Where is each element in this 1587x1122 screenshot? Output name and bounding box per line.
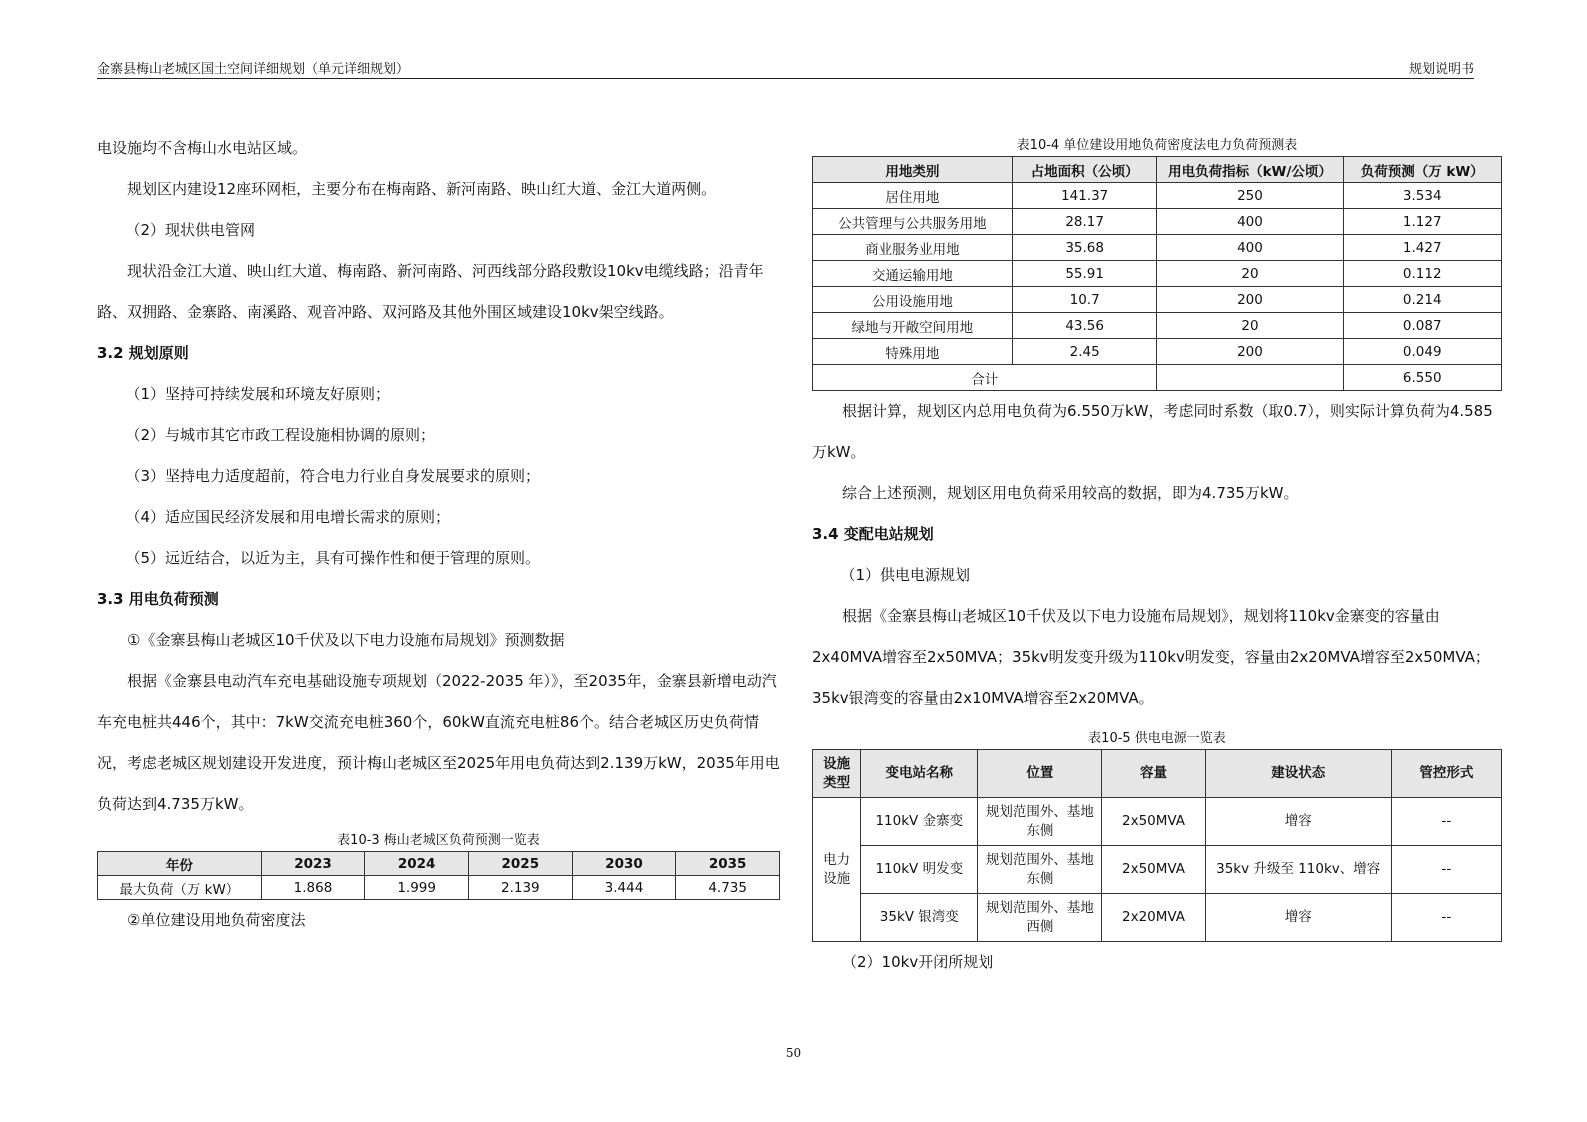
list-item: （4）适应国民经济发展和用电增长需求的原则；	[125, 508, 451, 526]
subsection-label: （2）现状供电管网	[125, 221, 256, 239]
paragraph: 现状沿金江大道、映山红大道、梅南路、新河南路、河西线部分路段敷设10kv电缆线路；沿青年路、双拥路、金寨路、南溪路、观音冲路、双河路及其他外围区域建设10kv架空线路。	[97, 262, 764, 321]
table-header: 2030	[572, 852, 676, 876]
table-cell: 公共管理与公共服务用地	[813, 209, 1013, 235]
paragraph: 电设施均不含梅山水电站区域。	[97, 139, 308, 157]
paragraph: 规划区内建设12座环网柜，主要分布在梅南路、新河南路、映山红大道、金江大道两侧。	[127, 180, 717, 198]
left-column	[97, 128, 780, 941]
table-row	[813, 339, 1502, 365]
subsection-label: （2）10kv开闭所规划	[842, 953, 994, 971]
table-header: 容量	[1102, 750, 1205, 798]
power-source-table	[812, 749, 1502, 942]
list-item: （5）远近结合，以近为主，具有可操作性和便于管理的原则。	[125, 549, 541, 567]
table-cell: 最大负荷（万 kW）	[98, 876, 262, 900]
table-header: 建设状态	[1205, 750, 1391, 798]
total-label: 合计	[813, 365, 1157, 391]
section-heading: 3.2 规划原则	[97, 344, 189, 362]
section-heading: 3.3 用电负荷预测	[97, 590, 219, 608]
table-cell: 1.999	[365, 876, 469, 900]
table-header: 设施类型	[813, 750, 861, 798]
table-header: 2024	[365, 852, 469, 876]
table-cell: 55.91	[1012, 261, 1157, 287]
subsection-label: （1）供电电源规划	[840, 566, 971, 584]
paragraph: ②单位建设用地负荷密度法	[127, 911, 306, 929]
load-forecast-table	[97, 851, 780, 900]
table-cell: 规划范围外、基地西侧	[978, 894, 1102, 942]
table-cell: 43.56	[1012, 313, 1157, 339]
table-row	[813, 798, 1502, 846]
table-cell: 规划范围外、基地东侧	[978, 846, 1102, 894]
table-cell: 1.868	[261, 876, 365, 900]
table-cell: 10.7	[1012, 287, 1157, 313]
table-row	[813, 235, 1502, 261]
table-cell: 20	[1157, 313, 1343, 339]
table-cell: 4.735	[676, 876, 780, 900]
table-row	[813, 846, 1502, 894]
table-row	[813, 287, 1502, 313]
table-cell: 400	[1157, 209, 1343, 235]
paragraph: 根据《金寨县梅山老城区10千伏及以下电力设施布局规划》，规划将110kv金寨变的容量由2x40MVA增容至2x50MVA；35kv明发变升级为110kv明发变，容量由2x20MVA增容至2x50MVA；35kv银湾变的容量由2x10MVA增容至2x20MVA。	[812, 607, 1490, 707]
table-cell: 20	[1157, 261, 1343, 287]
table-cell: 增容	[1205, 798, 1391, 846]
facility-type-cell: 电力设施	[813, 798, 861, 942]
table-cell: 2.45	[1012, 339, 1157, 365]
table-cell: --	[1391, 798, 1501, 846]
table-row	[813, 313, 1502, 339]
list-item: （1）坚持可持续发展和环境友好原则；	[125, 385, 391, 403]
table-row	[813, 894, 1502, 942]
table-header: 年份	[98, 852, 262, 876]
table-header: 占地面积（公顷）	[1012, 157, 1157, 183]
table-cell: 规划范围外、基地东侧	[978, 798, 1102, 846]
table-total-row	[813, 365, 1502, 391]
table-header: 2035	[676, 852, 780, 876]
table-cell: 0.112	[1343, 261, 1502, 287]
table-header: 用电负荷指标（kW/公顷）	[1157, 157, 1343, 183]
table-cell: 200	[1157, 287, 1343, 313]
table-caption: 表10-5 供电电源一览表	[1088, 731, 1226, 746]
table-cell: 特殊用地	[813, 339, 1013, 365]
table-cell: 交通运输用地	[813, 261, 1013, 287]
table-caption: 表10-4 单位建设用地负荷密度法电力负荷预测表	[1016, 138, 1298, 153]
total-value: 6.550	[1343, 365, 1502, 391]
table-cell: --	[1391, 894, 1501, 942]
section-heading: 3.4 变配电站规划	[812, 525, 934, 543]
page-header	[97, 56, 1474, 79]
right-column	[812, 136, 1502, 983]
table-row	[98, 876, 780, 900]
paragraph: ①《金寨县梅山老城区10千伏及以下电力设施布局规划》预测数据	[127, 631, 565, 649]
table-cell: 增容	[1205, 894, 1391, 942]
table-header: 2023	[261, 852, 365, 876]
table-cell: 商业服务业用地	[813, 235, 1013, 261]
table-cell: 1.127	[1343, 209, 1502, 235]
table-cell: 35kv 升级至 110kv、增容	[1205, 846, 1391, 894]
table-cell: 200	[1157, 339, 1343, 365]
table-cell: 0.049	[1343, 339, 1502, 365]
table-row	[813, 261, 1502, 287]
table-cell: 2.139	[468, 876, 572, 900]
table-cell	[1157, 365, 1343, 391]
table-header: 用地类别	[813, 157, 1013, 183]
table-row	[813, 183, 1502, 209]
table-cell: 110kV 金寨变	[861, 798, 978, 846]
page-number: 50	[785, 1046, 802, 1060]
paragraph: 根据计算，规划区内总用电负荷为6.550万kW，考虑同时系数（取0.7），则实际计算负荷为4.585万kW。	[812, 402, 1493, 461]
table-cell: 35.68	[1012, 235, 1157, 261]
table-cell: 2x50MVA	[1102, 798, 1205, 846]
land-load-table	[812, 156, 1502, 391]
table-cell: 110kV 明发变	[861, 846, 978, 894]
table-row	[813, 209, 1502, 235]
list-item: （3）坚持电力适度超前，符合电力行业自身发展要求的原则；	[125, 467, 541, 485]
table-cell: 居住用地	[813, 183, 1013, 209]
document-type: 规划说明书	[1408, 62, 1474, 77]
table-cell: 400	[1157, 235, 1343, 261]
table-cell: 2x50MVA	[1102, 846, 1205, 894]
table-cell: --	[1391, 846, 1501, 894]
table-cell: 绿地与开敞空间用地	[813, 313, 1013, 339]
table-cell: 3.534	[1343, 183, 1502, 209]
table-caption: 表10-3 梅山老城区负荷预测一览表	[337, 833, 540, 848]
paragraph: 综合上述预测，规划区用电负荷采用较高的数据，即为4.735万kW。	[842, 484, 1299, 502]
table-cell: 0.087	[1343, 313, 1502, 339]
table-cell: 公用设施用地	[813, 287, 1013, 313]
table-header: 2025	[468, 852, 572, 876]
table-cell: 35kV 银湾变	[861, 894, 978, 942]
paragraph: 根据《金寨县电动汽车充电基础设施专项规划（2022-2035 年）》，至2035年，金寨县新增电动汽车充电桩共446个，其中：7kW交流充电桩360个，60kW直流充电桩86个。结合老城区历史负荷情况，考虑老城区规划建设开发进度，预计梅山老城区至2025年用电负荷达到2.139万kW，2035年用电负荷达到4.735万kW。	[97, 672, 780, 813]
table-cell: 28.17	[1012, 209, 1157, 235]
table-cell: 250	[1157, 183, 1343, 209]
table-cell: 3.444	[572, 876, 676, 900]
document-title: 金寨县梅山老城区国土空间详细规划（单元详细规划）	[97, 62, 410, 77]
table-header: 位置	[978, 750, 1102, 798]
table-header: 负荷预测（万 kW）	[1343, 157, 1502, 183]
table-cell: 2x20MVA	[1102, 894, 1205, 942]
table-header: 变电站名称	[861, 750, 978, 798]
table-cell: 141.37	[1012, 183, 1157, 209]
table-cell: 0.214	[1343, 287, 1502, 313]
list-item: （2）与城市其它市政工程设施相协调的原则；	[125, 426, 436, 444]
table-cell: 1.427	[1343, 235, 1502, 261]
table-header: 管控形式	[1391, 750, 1501, 798]
